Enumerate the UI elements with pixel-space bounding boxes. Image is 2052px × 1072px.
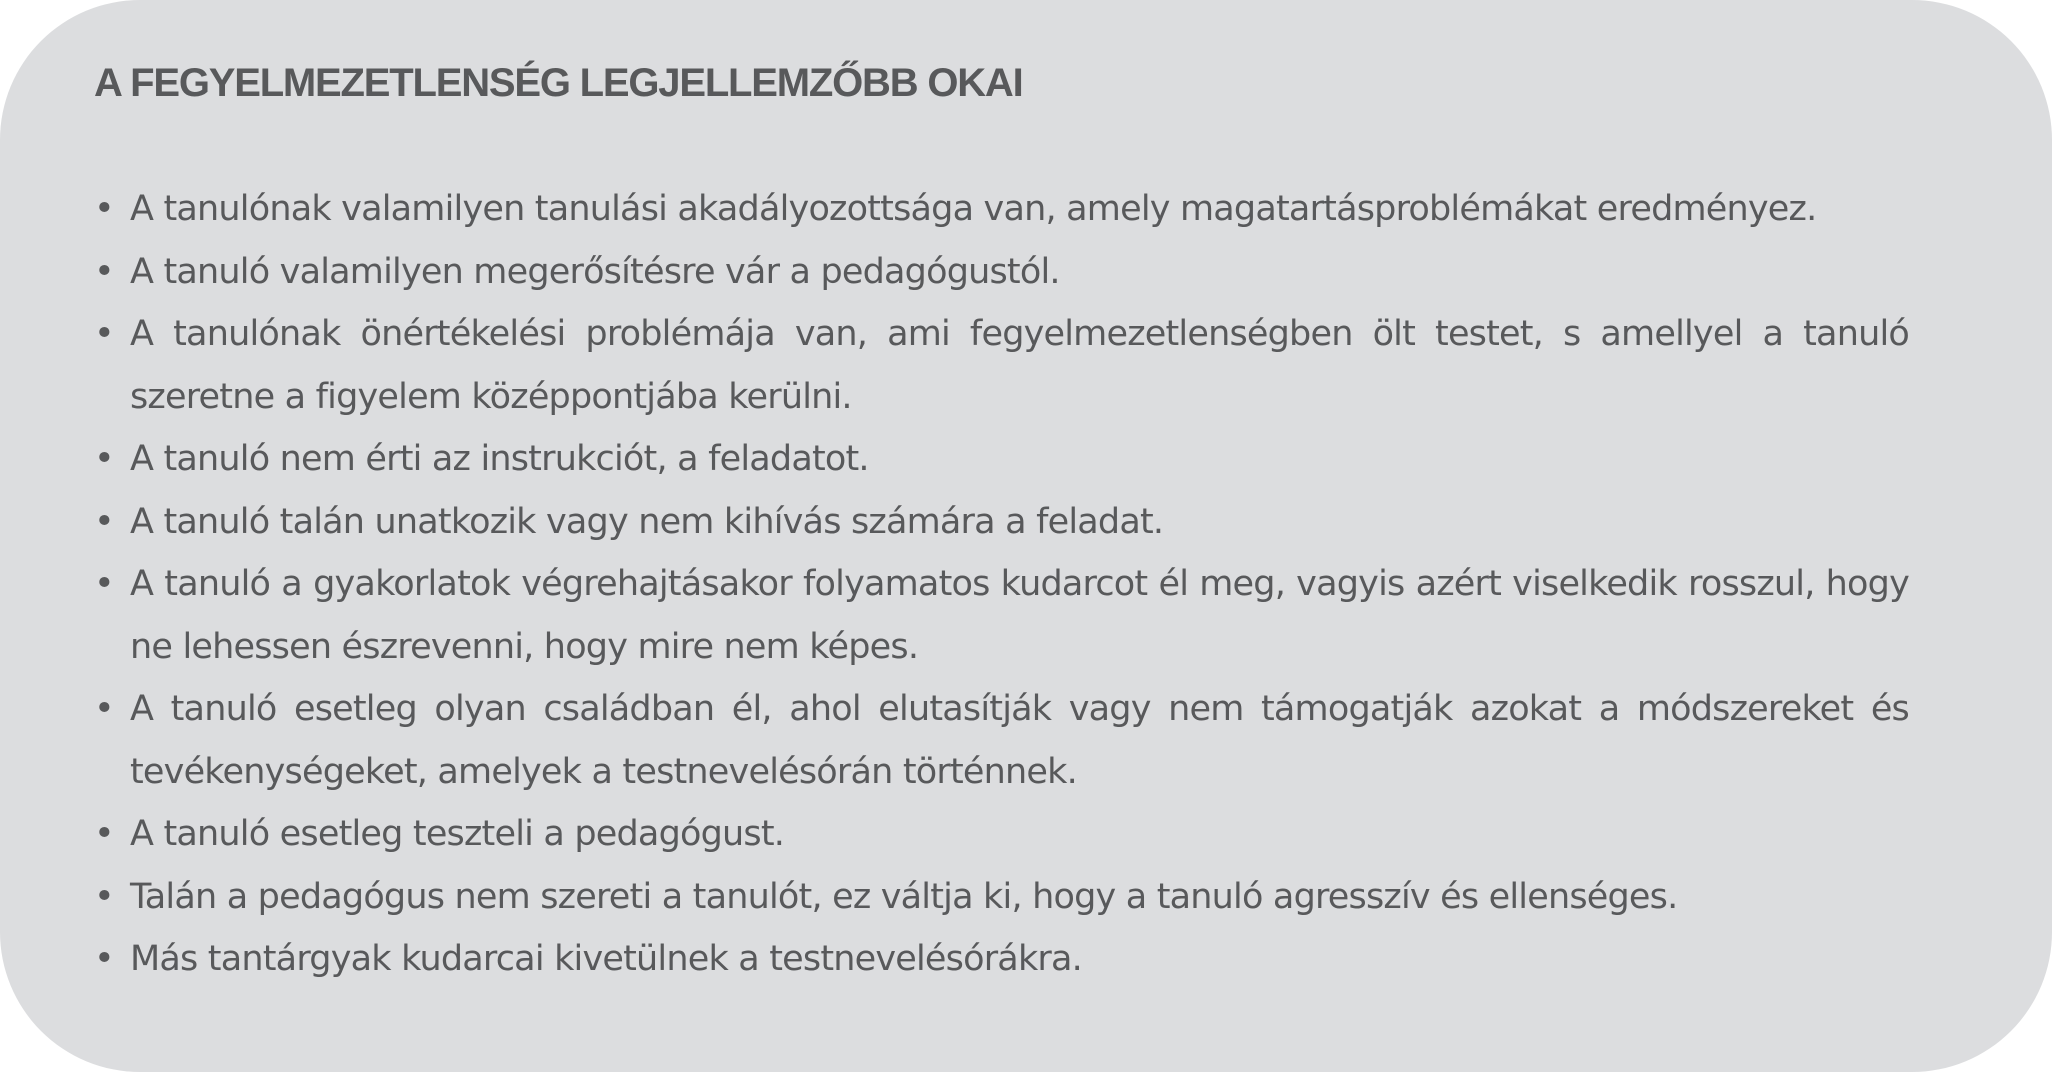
bullet-icon: • <box>94 876 114 917</box>
causes-list <box>94 178 1909 991</box>
list-item <box>94 241 1909 304</box>
list-item <box>94 866 1909 929</box>
list-item-text: Más tantárgyak kudarcai kivetülnek a testnevelésórákra. <box>130 939 1082 979</box>
list-item <box>94 303 1909 428</box>
list-item <box>94 178 1909 241</box>
bullet-icon: • <box>94 939 114 979</box>
bullet-icon: • <box>94 314 114 354</box>
bullet-icon: • <box>94 189 114 229</box>
list-item-text: A tanuló esetleg olyan családban él, ahol elutasítják vagy nem támogatják azokat a módszereket és tevékenységeket, amelyek a testnevelésórán történnek. <box>130 689 1909 792</box>
bullet-icon: • <box>94 814 114 854</box>
list-item <box>94 491 1909 554</box>
list-item-text: A tanuló nem érti az instrukciót, a feladatot. <box>130 439 869 479</box>
list-item-text: A tanulónak valamilyen tanulási akadályozottsága van, amely magatartásproblémákat eredményez. <box>130 189 1817 229</box>
list-item-text: Talán a pedagógus nem szereti a tanulót, ez váltja ki, hogy a tanuló agresszív és ellenséges. <box>130 876 1678 917</box>
list-item <box>94 553 1909 678</box>
list-item <box>94 928 1909 991</box>
list-item <box>94 428 1909 491</box>
list-item <box>94 678 1909 803</box>
list-item <box>94 803 1909 866</box>
list-item-text: A tanuló talán unatkozik vagy nem kihívás számára a feladat. <box>130 501 1164 542</box>
bullet-icon: • <box>94 501 114 542</box>
list-item-text: A tanuló valamilyen megerősítésre vár a pedagógustól. <box>130 251 1060 292</box>
list-item-text: A tanulónak önértékelési problémája van, ami fegyelmezetlenségben ölt testet, s amellyel a tanuló szeretne a figyelem középpontjába kerülni. <box>130 314 1909 417</box>
bullet-icon: • <box>94 564 114 604</box>
list-item-text: A tanuló esetleg teszteli a pedagógust. <box>130 814 785 854</box>
panel-title: A FEGYELMEZETLENSÉG LEGJELLEMZŐBB OKAI <box>94 61 1023 105</box>
bullet-icon: • <box>94 251 114 292</box>
bullet-icon: • <box>94 689 114 729</box>
list-item-text: A tanuló a gyakorlatok végrehajtásakor folyamatos kudarcot él meg, vagyis azért viselkedik rosszul, hogy ne lehessen észrevenni, hogy mire nem képes. <box>130 564 1909 667</box>
bullet-icon: • <box>94 439 114 479</box>
